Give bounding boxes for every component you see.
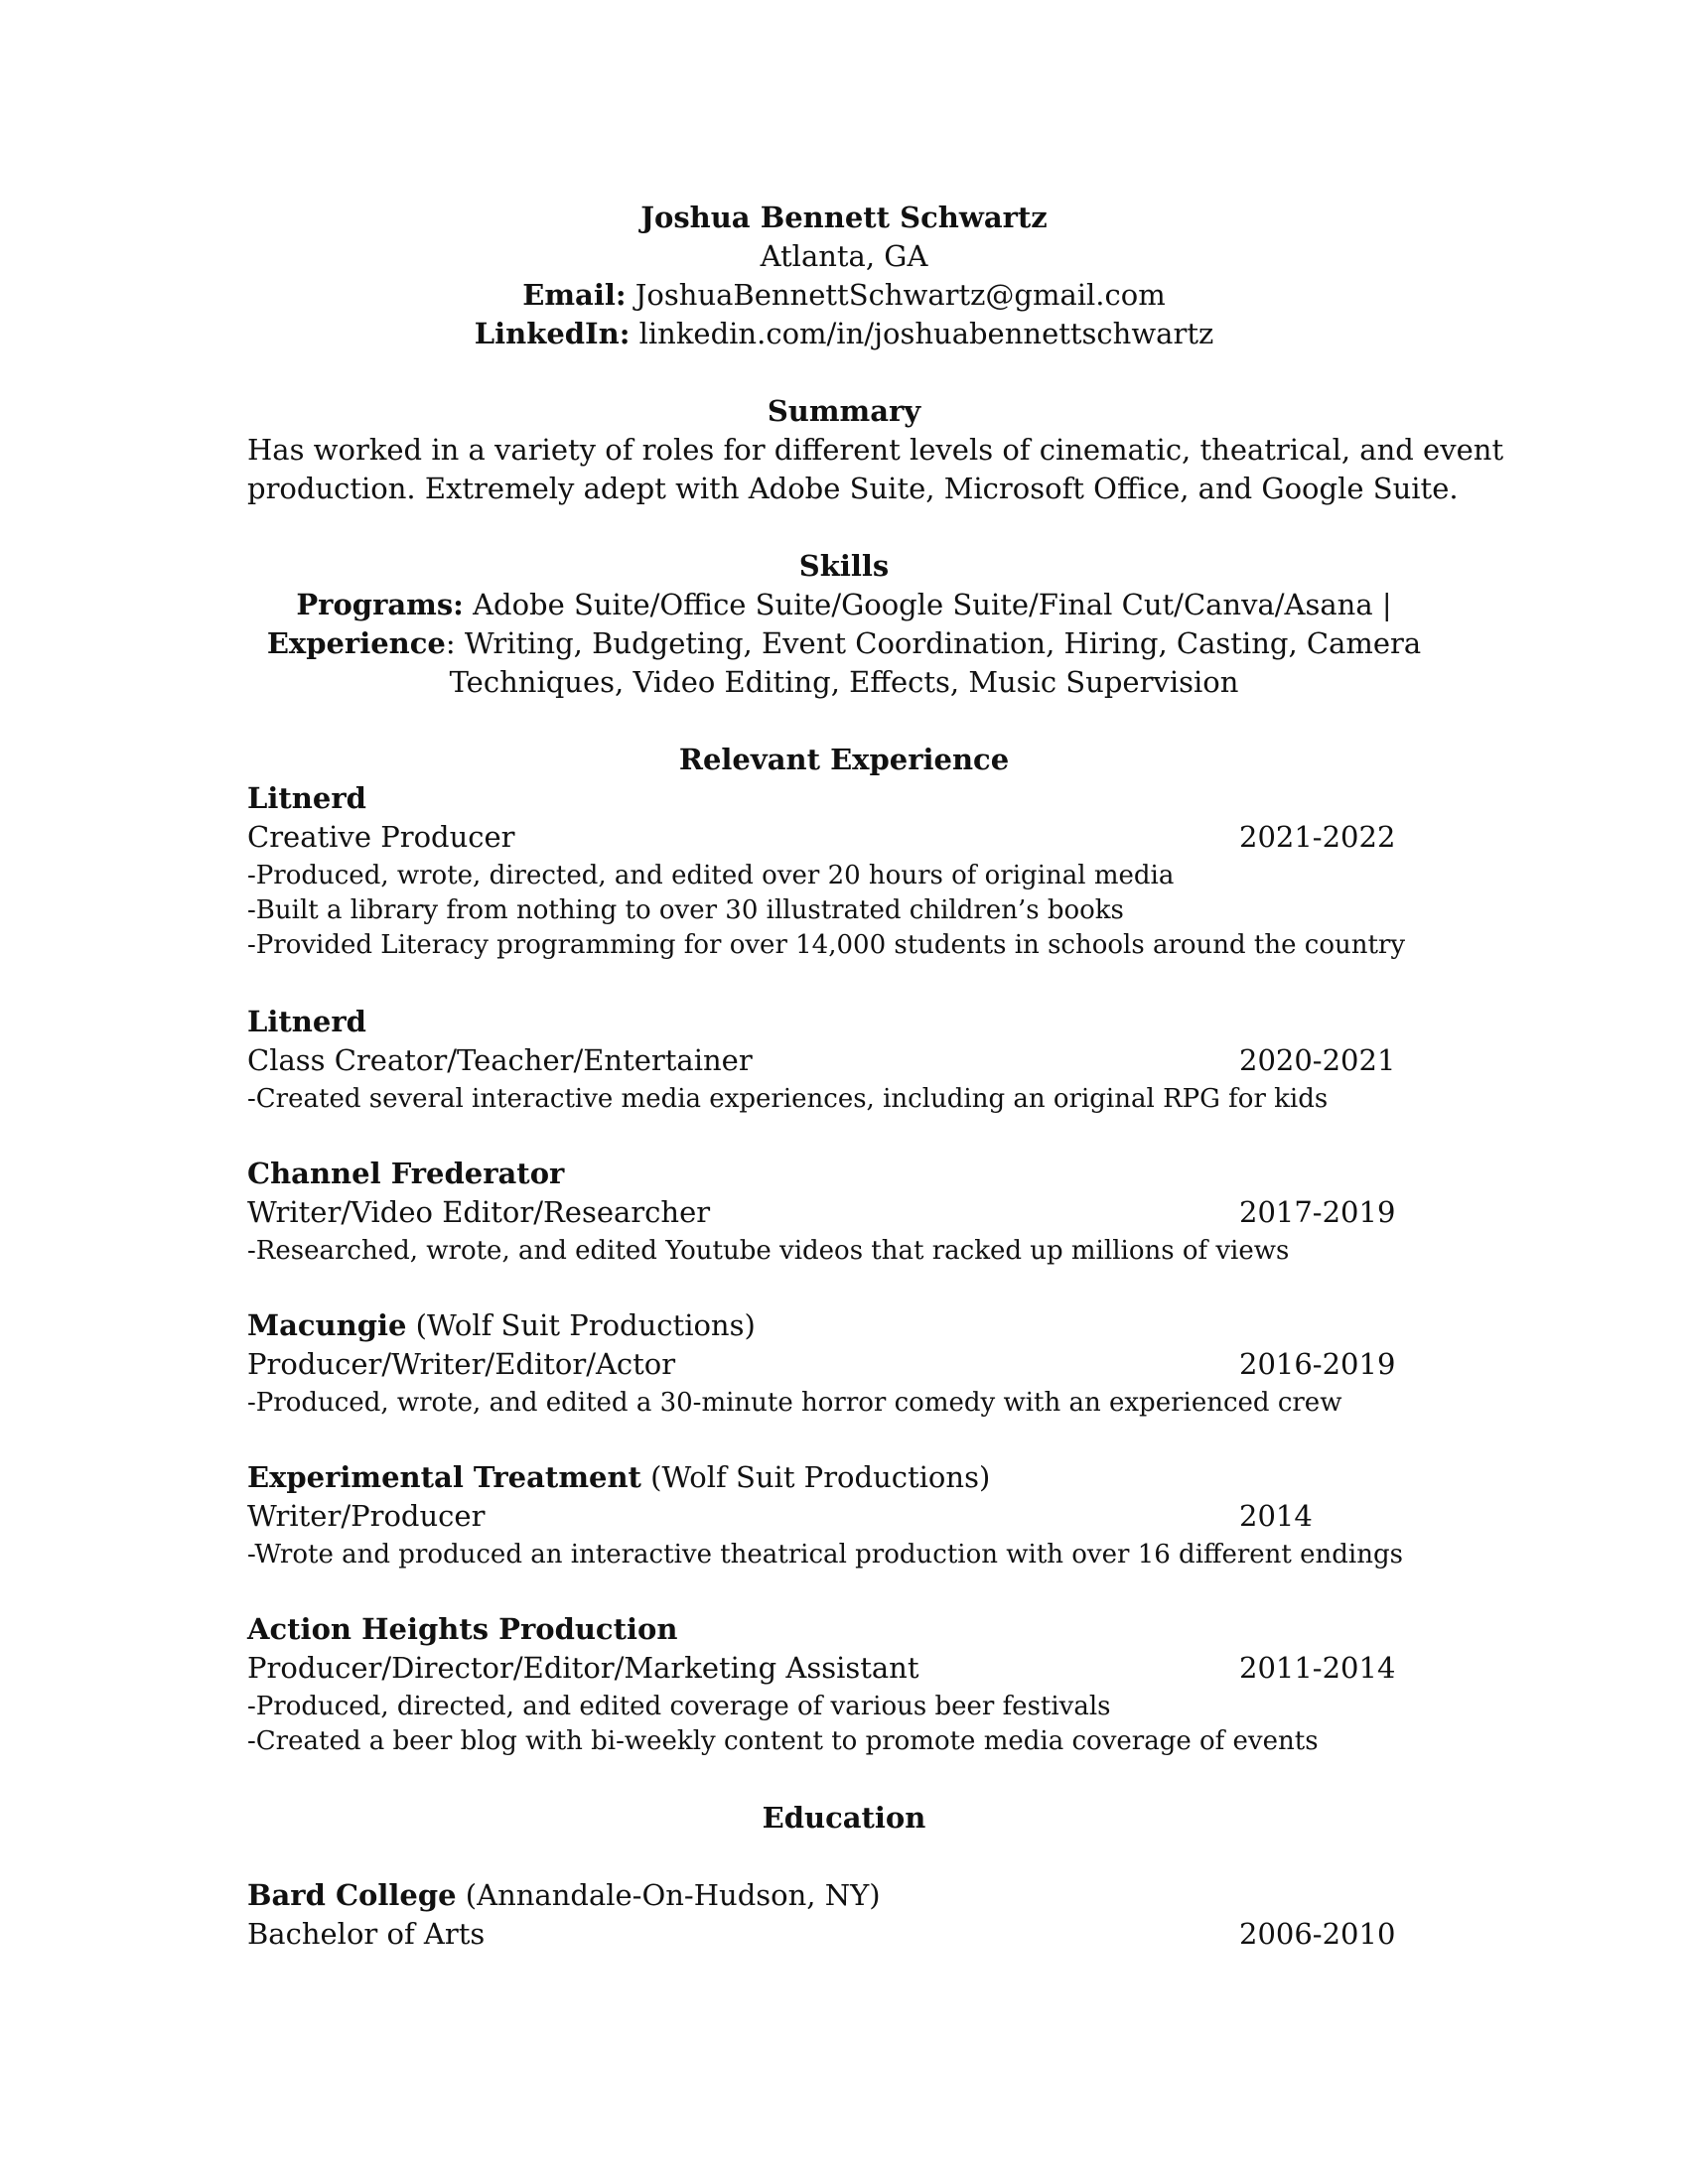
job-company-line: [247, 1458, 990, 1497]
school-name: Bard College: [247, 1878, 457, 1912]
summary-heading: Summary: [767, 394, 921, 428]
job-company: Macungie: [247, 1308, 407, 1342]
job-role: Class Creator/Teacher/Entertainer: [247, 1043, 753, 1077]
job-dates: 2020-2021: [1239, 1043, 1396, 1077]
skills-heading: Skills: [798, 549, 890, 583]
job-dates: 2014: [1239, 1499, 1313, 1533]
job-role: Writer/Video Editor/Researcher: [247, 1195, 711, 1229]
job-company: Experimental Treatment: [247, 1460, 641, 1494]
job-dates: 2011-2014: [1239, 1651, 1396, 1685]
job-role: Creative Producer: [247, 820, 515, 854]
job-bullet: -Wrote and produced an interactive theatrical production with over 16 different endings: [247, 1540, 1403, 1570]
job-company: Litnerd: [247, 1005, 366, 1038]
email-link[interactable]: JoshuaBennettSchwartz@gmail.com: [634, 278, 1166, 312]
linkedin-line: [0, 315, 1688, 353]
job-bullet: -Built a library from nothing to over 30 illustrated children’s books: [247, 895, 1124, 925]
job-company: Action Heights Production: [247, 1612, 678, 1646]
location: Atlanta, GA: [760, 239, 928, 273]
candidate-name: Joshua Bennett Schwartz: [640, 201, 1048, 234]
skills-programs: [0, 586, 1688, 624]
summary-line-1: Has worked in a variety of roles for different levels of cinematic, theatrical, and event: [247, 433, 1504, 467]
job-dates: 2016-2019: [1239, 1347, 1396, 1381]
programs-list: Adobe Suite/Office Suite/Google Suite/Final Cut/Canva/Asana |: [473, 588, 1392, 621]
experience-label: Experience: [266, 626, 446, 660]
summary-line-2: production. Extremely adept with Adobe Suite, Microsoft Office, and Google Suite.: [247, 472, 1459, 505]
education-dates: 2006-2010: [1239, 1917, 1396, 1951]
job-dates: 2021-2022: [1239, 820, 1396, 854]
job-bullet: -Created several interactive media experiences, including an original RPG for kids: [247, 1084, 1329, 1114]
job-role: Producer/Director/Editor/Marketing Assistant: [247, 1651, 919, 1685]
school-line: [247, 1876, 881, 1915]
education-heading: Education: [762, 1801, 926, 1835]
experience-list-1: : Writing, Budgeting, Event Coordination, Hiring, Casting, Camera: [445, 626, 1422, 660]
job-bullet: -Produced, directed, and edited coverage of various beer festivals: [247, 1692, 1111, 1721]
email-line: [0, 276, 1688, 315]
programs-label: Programs:: [296, 588, 464, 621]
degree: Bachelor of Arts: [247, 1917, 486, 1951]
job-company-note: (Wolf Suit Productions): [406, 1308, 756, 1342]
job-company: Litnerd: [247, 781, 366, 815]
skills-experience: [0, 624, 1688, 663]
job-bullet: -Produced, wrote, directed, and edited over 20 hours of original media: [247, 861, 1175, 890]
job-company-note: (Wolf Suit Productions): [640, 1460, 991, 1494]
job-company-line: [247, 1306, 756, 1345]
email-label: Email:: [522, 278, 627, 312]
job-role: Writer/Producer: [247, 1499, 486, 1533]
linkedin-label: LinkedIn:: [474, 317, 631, 350]
job-company: Channel Frederator: [247, 1157, 565, 1190]
job-bullet: -Researched, wrote, and edited Youtube videos that racked up millions of views: [247, 1236, 1290, 1266]
job-bullet: -Produced, wrote, and edited a 30-minute horror comedy with an experienced crew: [247, 1388, 1342, 1418]
skills-experience-cont: Techniques, Video Editing, Effects, Music Supervision: [449, 665, 1239, 699]
job-role: Producer/Writer/Editor/Actor: [247, 1347, 676, 1381]
job-dates: 2017-2019: [1239, 1195, 1396, 1229]
job-bullet: -Created a beer blog with bi-weekly content to promote media coverage of events: [247, 1726, 1319, 1756]
job-bullet: -Provided Literacy programming for over 14,000 students in schools around the country: [247, 930, 1406, 960]
experience-heading: Relevant Experience: [678, 743, 1010, 776]
linkedin-link[interactable]: linkedin.com/in/joshuabennettschwartz: [638, 317, 1214, 350]
school-location: (Annandale-On-Hudson, NY): [456, 1878, 881, 1912]
